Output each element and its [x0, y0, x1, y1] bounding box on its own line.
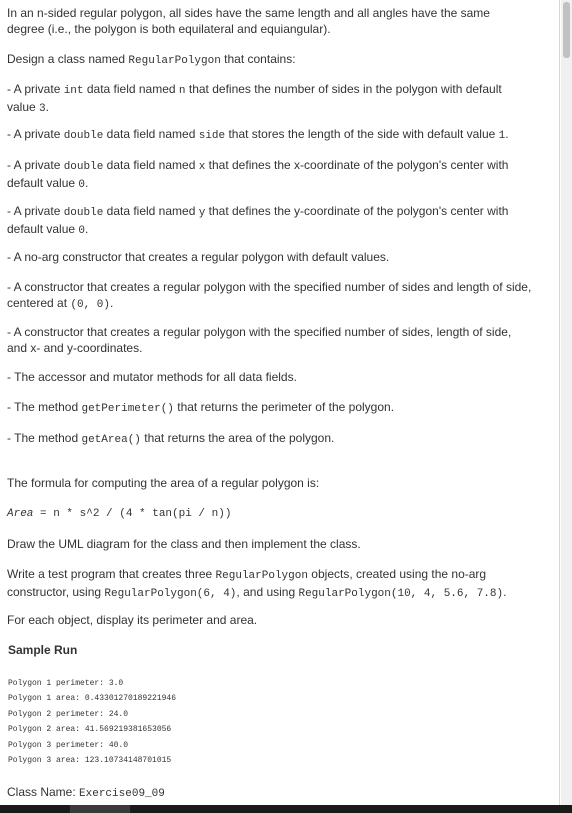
intro-text: In an n-sided regular polygon, all sides have the same length and all angles have the same degree (i.e., the polygon is both equilateral and equiangular).: [7, 6, 490, 36]
formula: Area = n * s^2 / (4 * tan(pi / n)): [7, 508, 232, 520]
uml-instruction: Draw the UML diagram for the class and then implement the class.: [7, 537, 361, 551]
item-accessors: - The accessor and mutator methods for all data fields.: [7, 370, 297, 384]
class-name-code: RegularPolygon: [128, 55, 221, 67]
class-name-line: Class Name: Exercise09_09: [7, 785, 165, 800]
item-side: - A private double data field named side that stores the length of the side with default value 1.: [7, 127, 509, 142]
scrollbar-thumb[interactable]: [563, 2, 570, 58]
item-noarg: - A no-arg constructor that creates a regular polygon with default values.: [7, 250, 390, 264]
vertical-scrollbar[interactable]: [561, 0, 572, 805]
item-area: - The method getArea() that returns the area of the polygon.: [7, 431, 335, 446]
item-n: - A private int data field named n that defines the number of sides in the polygon with default value 3.: [7, 82, 502, 115]
sample-run-line: Polygon 2 perimeter: 24.0: [8, 710, 129, 719]
test-instruction: Write a test program that creates three RegularPolygon objects, created using the no-arg constructor, using RegularPolygon(6, 4), and using RegularPolygon(10, 4, 5.6, 7.8).: [7, 567, 507, 600]
sample-run-line: Polygon 3 area: 123.10734148701015: [8, 756, 172, 765]
item-ctor2: - A constructor that creates a regular polygon with the specified number of sides and length of side, centered at (0, 0).: [7, 280, 532, 311]
display-instruction: For each object, display its perimeter and area.: [7, 613, 258, 627]
item-ctor3: - A constructor that creates a regular polygon with the specified number of sides, length of side, and x- and y-coordinates.: [7, 325, 512, 355]
item-x: - A private double data field named x that defines the x-coordinate of the polygon's center with default value 0.: [7, 158, 509, 191]
formula-intro: The formula for computing the area of a regular polygon is:: [7, 476, 320, 490]
sample-run-line: Polygon 3 perimeter: 40.0: [8, 741, 129, 750]
item-y: - A private double data field named y that defines the y-coordinate of the polygon's center with default value 0.: [7, 204, 509, 237]
sample-run-line: Polygon 1 perimeter: 3.0: [8, 679, 124, 688]
class-name-value: Exercise09_09: [79, 788, 165, 800]
sample-run-line: Polygon 1 area: 0.43301270189221946: [8, 694, 177, 703]
horizontal-scrollbar-thumb[interactable]: [70, 805, 130, 813]
item-perimeter: - The method getPerimeter() that returns the perimeter of the polygon.: [7, 400, 395, 415]
sample-run-line: Polygon 2 area: 41.569219381653056: [8, 725, 172, 734]
design-sentence: Design a class named RegularPolygon that contains:: [7, 52, 296, 67]
sample-run-title: Sample Run: [8, 643, 78, 657]
